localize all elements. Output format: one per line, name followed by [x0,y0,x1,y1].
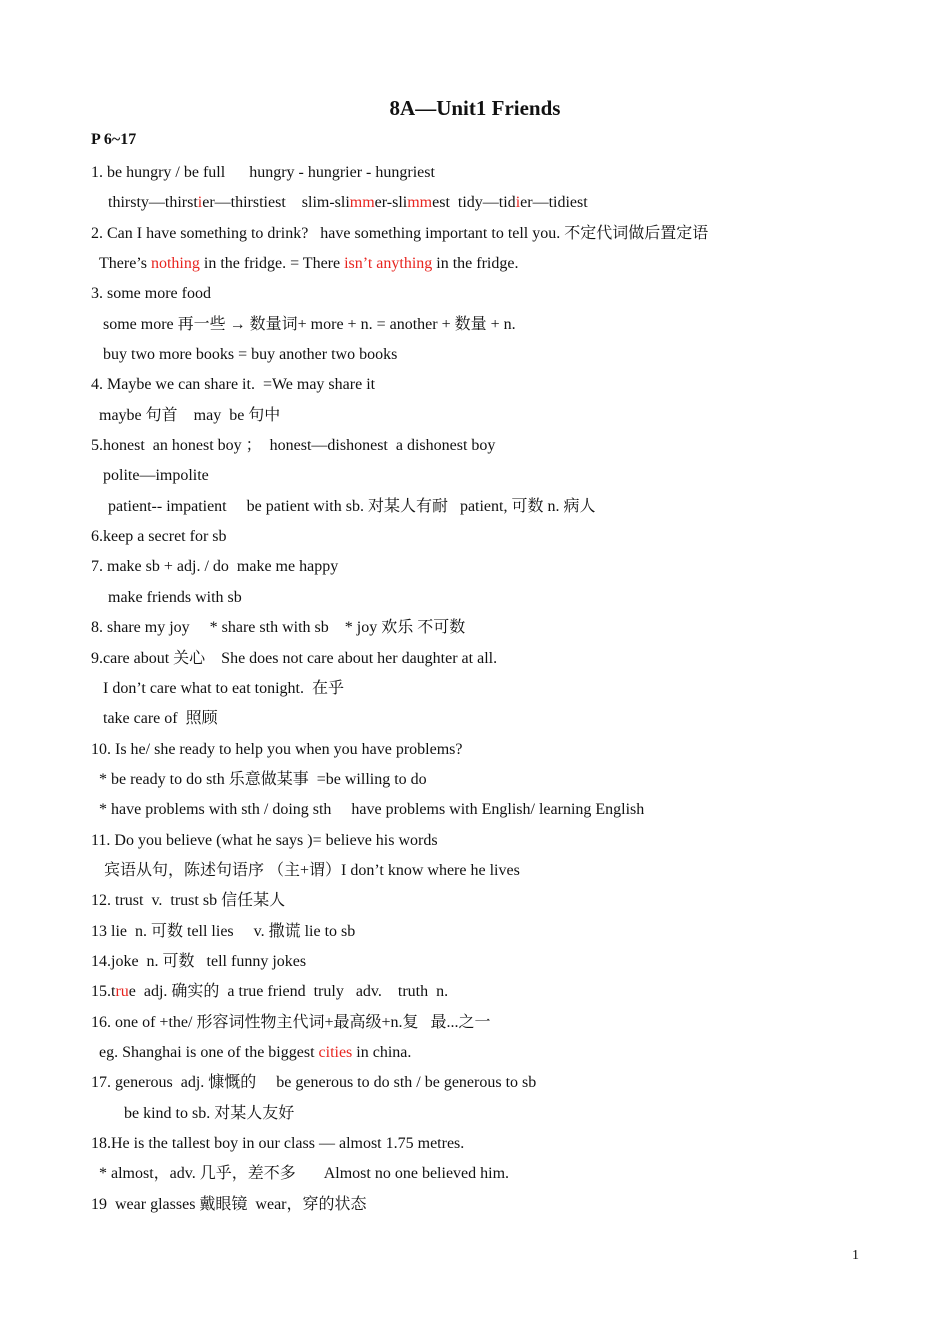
note-line-text [91,950,306,974]
note-line [0,404,950,434]
text-segment: 11. Do you believe (what he says )= believe his words [91,831,438,849]
text-segment: * almost，adv. 几乎，差不多 Almost no one believed him. [99,1165,510,1183]
note-line-text [99,404,280,428]
text-segment: some more 再一些 → 数量词+ more + n. = another + 数量 + n. [103,315,516,333]
text-segment: 14.joke n. 可数 tell funny jokes [91,952,307,970]
note-line [0,586,950,616]
highlighted-text: nothing [150,255,200,273]
highlighted-text: cities [318,1043,353,1061]
highlighted-text: mm [349,194,375,212]
highlighted-text: i [197,194,203,212]
highlighted-text: i [515,194,521,212]
text-segment: 8. share my joy * share sth with sb * joy 欢乐 不可数 [91,619,466,637]
text-segment: * be ready to do sth 乐意做某事 =be willing to do [99,770,427,788]
note-line-text [91,980,448,1004]
note-line [0,313,950,343]
note-line [0,950,950,980]
note-line [0,343,950,373]
note-line [0,252,950,282]
note-line-text [103,313,516,337]
note-line-text [91,282,211,306]
notes-body [0,161,950,1223]
note-line-text [99,1162,509,1186]
note-line [0,859,950,889]
text-segment: e adj. 确实的 a true friend truly adv. truth n. [128,983,449,1001]
note-line [0,555,950,585]
note-line-text [103,464,209,488]
text-segment: er—thirstiest slim-sli [202,194,350,212]
text-segment: 1. be hungry / be full hungry - hungrier - hungriest [91,164,435,181]
note-line [0,889,950,919]
note-line-text [103,707,218,731]
note-line [0,768,950,798]
note-line-text [91,889,285,913]
text-segment: in china. [352,1043,412,1061]
text-segment: 15.t [91,983,116,1001]
note-line [0,980,950,1010]
text-segment: There’s [99,255,151,273]
note-line-text [91,222,708,246]
note-line-text [91,1132,464,1156]
text-segment: maybe 句首 may be 句中 [99,406,281,424]
note-line [0,647,950,677]
note-line-text [104,859,520,883]
note-line-text [103,677,344,701]
note-line-text [91,920,355,944]
note-line [0,1041,950,1071]
note-line-text [108,495,595,519]
text-segment: 17. generous adj. 慷慨的 be generous to do sth / be generous to sb [91,1074,537,1092]
note-line-text [91,1071,536,1095]
note-line [0,798,950,828]
text-segment: take care of 照顾 [103,710,218,728]
text-segment: 16. one of +the/ 形容词性物主代词+最高级+n.复 最...之一 [91,1013,491,1031]
note-line-text [108,191,588,215]
note-line-text [103,343,397,367]
note-line-text [99,1041,411,1065]
text-segment: be kind to sb. 对某人友好 [124,1104,295,1122]
note-line [0,191,950,221]
text-segment: 宾语从句，陈述句语序 （主+谓）I don’t know where he lives [104,861,520,879]
text-segment: buy two more books = buy another two books [103,346,398,364]
note-line-text [91,829,438,853]
note-line-text [91,616,465,640]
note-line [0,434,950,464]
note-line-text [99,768,427,792]
note-line [0,1132,950,1162]
highlighted-text: isn’t anything [344,255,433,273]
note-line [0,677,950,707]
text-segment: 19 wear glasses 戴眼镜 wear，穿的状态 [91,1195,367,1213]
text-segment: 10. Is he/ she ready to help you when you have problems? [91,740,463,758]
text-segment: I don’t care what to eat tonight. 在乎 [103,679,344,697]
note-line [0,282,950,312]
note-line-text [91,434,495,458]
text-segment: 2. Can I have something to drink? have something important to tell you. 不定代词做后置定语 [91,224,709,242]
note-line-text [91,555,338,579]
note-line [0,464,950,494]
note-line [0,373,950,403]
page-number: 1 [852,1248,859,1263]
text-segment: er-sli [374,194,408,212]
note-line-text [124,1102,294,1126]
note-line [0,1193,950,1223]
text-segment: 9.care about 关心 She does not care about her daughter at all. [91,649,498,667]
text-segment: 4. Maybe we can share it. =We may share it [91,376,376,394]
note-line [0,920,950,950]
note-line [0,525,950,555]
note-line-text [91,1193,367,1217]
text-segment: make friends with sb [108,588,242,606]
note-line [0,1011,950,1041]
note-line [0,738,950,768]
note-line [0,495,950,525]
text-segment: 6.keep a secret for sb [91,528,227,546]
highlighted-text: mm [407,194,433,212]
note-line [0,1102,950,1132]
note-line-text [91,1011,491,1035]
note-line [0,1071,950,1101]
text-segment: patient-- impatient be patient with sb. 对某人有耐 patient, 可数 n. 病人 [108,497,596,515]
text-segment: 18.He is the tallest boy in our class — almost 1.75 metres. [91,1135,465,1152]
text-segment: in the fridge. = There [199,255,345,273]
highlighted-text: ru [115,983,129,1001]
text-segment: est tidy—tid [432,194,516,212]
note-line-text [91,525,227,549]
note-line [0,707,950,737]
note-line [0,1162,950,1192]
text-segment: eg. Shanghai is one of the biggest [99,1043,319,1061]
text-segment: * have problems with sth / doing sth have problems with English/ learning English [99,801,645,819]
note-line [0,161,950,191]
text-segment: polite—impolite [103,467,209,485]
page-range-heading: P 6~17 [91,131,137,148]
note-line [0,222,950,252]
note-line-text [99,798,644,822]
text-segment: er—tidiest [520,194,588,212]
note-line [0,616,950,646]
note-line-text [91,738,462,762]
document-title: 8A—Unit1 Friends [389,96,561,120]
text-segment: 12. trust v. trust sb 信任某人 [91,892,286,910]
note-line-text [99,252,518,276]
text-segment: 3. some more food [91,285,211,303]
note-line-text [91,161,435,185]
note-line-text [108,586,242,610]
text-segment: 13 lie n. 可数 tell lies v. 撒谎 lie to sb [91,922,356,940]
note-line-text [91,373,375,397]
note-line-text [91,647,497,671]
text-segment: 5.honest an honest boy ； honest—dishonest a dishonest boy [91,437,496,455]
text-segment: 7. make sb + adj. / do make me happy [91,558,339,576]
text-segment: in the fridge. [432,255,519,273]
note-line [0,829,950,859]
text-segment: thirsty—thirst [108,194,198,212]
